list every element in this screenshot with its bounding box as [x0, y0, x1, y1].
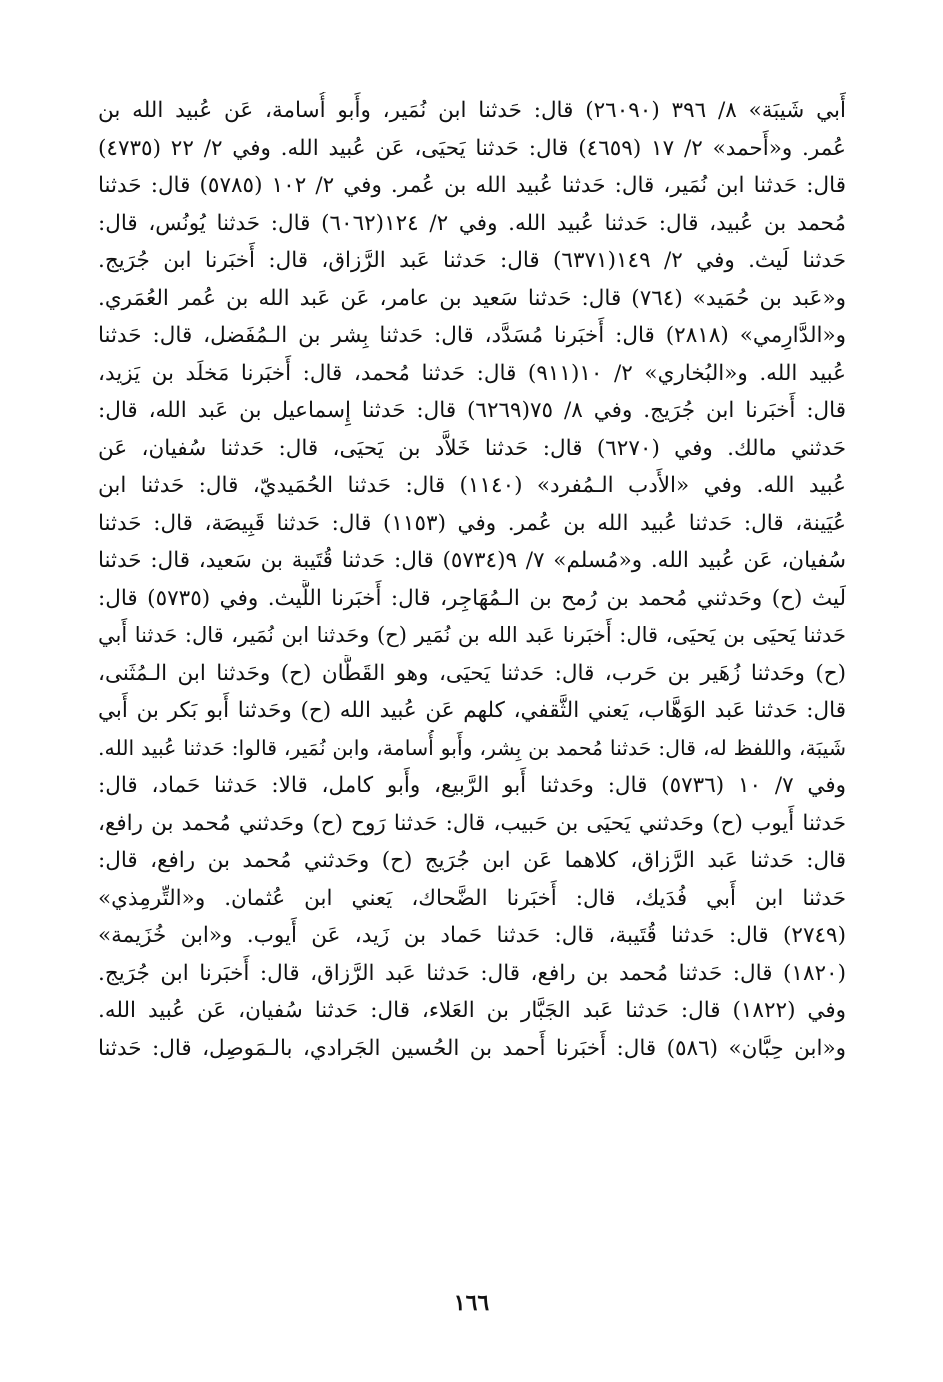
- text-line: عُبيد الله. وفي «الأَدب الـمُفرد» (١١٤٠) قال: حَدثنا الحُمَيديّ، قال: حَدثنا ابن: [98, 473, 846, 498]
- text-line: حَدثنا أَيوب (ح) وحَدثني يَحيَى بن حَبيب، قال: حَدثنا رَوح (ح) وحَدثني مُحمد بن رافع،: [98, 810, 846, 836]
- body-text: [98, 92, 846, 1067]
- text-line: حَدثنا ابن أَبي فُدَيك، قال: أَخبَرنا الضَّحاك، يَعني ابن عُثمان. و«التِّرمِذي»: [98, 885, 846, 911]
- text-line: و«ابن حِبَّان» (٥٨٦) قال: أَخبَرنا أَحمد بن الحُسين الجَرادي، بالـمَوصِل، قال: حَدثنا: [98, 1035, 846, 1061]
- text-line: و«عَبد بن حُمَيد» (٧٦٤) قال: حَدثنا سَعيد بن عامر، عَن عَبد الله بن عُمر العُمَري.: [98, 285, 846, 311]
- text-line: قال: حَدثنا عَبد الرَّزاق، كلاهما عَن ابن جُرَيج (ح) وحَدثني مُحمد بن رافع، قال:: [98, 848, 846, 873]
- text-line: شَيبَة، واللفظ له، قال: حَدثنا مُحمد بن بِشر، وأَبو أُسامة، وابن نُمَير، قالوا: حَدثنا عُبيد الله.: [98, 735, 846, 760]
- text-line: (ح) وحَدثنا زُهَير بن حَرب، قال: حَدثنا يَحيَى، وهو القَطَّان (ح) وحَدثنا ابن الـمُثَنى،: [98, 660, 846, 686]
- text-line: قال: حَدثنا ابن نُمَير، قال: حَدثنا عُبيد الله بن عُمر. وفي ٢/ ١٠٢ (٥٧٨٥) قال: حَدثنا: [98, 173, 846, 198]
- text-line: (١٨٢٠) قال: حَدثنا مُحمد بن رافع، قال: حَدثنا عَبد الرَّزاق، قال: أَخبَرنا ابن جُرَيج.: [98, 960, 846, 986]
- page-number: ١٦٦: [453, 1290, 490, 1316]
- text-line: عُيَينة، قال: حَدثنا عُبيد الله بن عُمر. وفي (١١٥٣) قال: حَدثنا قَبِيصَة، قال: حَدثنا: [98, 510, 846, 536]
- text-line: قال: حَدثنا عَبد الوَهَّاب، يَعني الثَّقفي، كلهم عَن عُبيد الله (ح) وحَدثنا أَبو بَكر بن أَبي: [98, 698, 846, 723]
- text-line: سُفيان، عَن عُبيد الله. و«مُسلم» ٧/ ٩(٥٧٣٤) قال: حَدثنا قُتَيبة بن سَعيد، قال: حَدثنا: [98, 548, 846, 573]
- text-line: حَدثنا يَحيَى بن يَحيَى، قال: أَخبَرنا عَبد الله بن نُمَير (ح) وحَدثنا ابن نُمَير، قال: حَدثنا أَبي: [98, 623, 846, 647]
- text-line: لَيث (ح) وحَدثني مُحمد بن رُمح بن الـمُهَاجِر، قال: أَخبَرنا اللَّيث. وفي (٥٧٣٥) قال:: [98, 585, 846, 611]
- text-line: عُبيد الله. و«البُخاري» ٢/ ١٠(٩١١) قال: حَدثنا مُحمد، قال: أَخبَرنا مَخلَد بن يَزيد،: [98, 360, 846, 386]
- text-line: أَبي شَيبَة» ٨/ ٣٩٦ (٢٦٠٩٠) قال: حَدثنا ابن نُمَير، وأَبو أُسامة، عَن عُبيد الله بن: [98, 98, 846, 123]
- text-line: وفي (١٨٢٢) قال: حَدثنا عَبد الجَبَّار بن العَلاء، قال: حَدثنا سُفيان، عَن عُبيد الله.: [98, 998, 846, 1023]
- text-line: قال: أَخبَرنا ابن جُرَيج. وفي ٨/ ٧٥(٦٢٦٩) قال: حَدثنا إِسماعيل بن عَبد الله، قال:: [98, 398, 846, 423]
- text-line: وفي ٧/ ١٠ (٥٧٣٦) قال: وحَدثنا أَبو الرَّبيع، وأَبو كامل، قالا: حَدثنا حَماد، قال:: [98, 773, 846, 798]
- text-line: حَدثني مالك. وفي (٦٢٧٠) قال: حَدثنا خَلاَّد بن يَحيَى، قال: حَدثنا سُفيان، عَن: [98, 435, 846, 461]
- text-line: مُحمد بن عُبيد، قال: حَدثنا عُبيد الله. وفي ٢/ ١٢٤(٦٠٦٢) قال: حَدثنا يُونُس، قال:: [98, 210, 846, 236]
- text-line: حَدثنا لَيث. وفي ٢/ ١٤٩(٦٣٧١) قال: حَدثنا عَبد الرَّزاق، قال: أَخبَرنا ابن جُرَيج.: [98, 248, 846, 273]
- text-line: (٢٧٤٩) قال: حَدثنا قُتَيبة، قال: حَدثنا حَماد بن زَيد، عَن أَيوب. و«ابن خُزَيمة»: [98, 923, 846, 948]
- text-line: و«الدَّارِمي» (٢٨١٨) قال: أَخبَرنا مُسَدَّد، قال: حَدثنا بِشر بن الـمُفَضل، قال: حَدثنا: [98, 323, 846, 348]
- text-line: عُمر. و«أَحمد» ٢/ ١٧ (٤٦٥٩) قال: حَدثنا يَحيَى، عَن عُبيد الله. وفي ٢/ ٢٢ (٤٧٣٥): [98, 135, 846, 161]
